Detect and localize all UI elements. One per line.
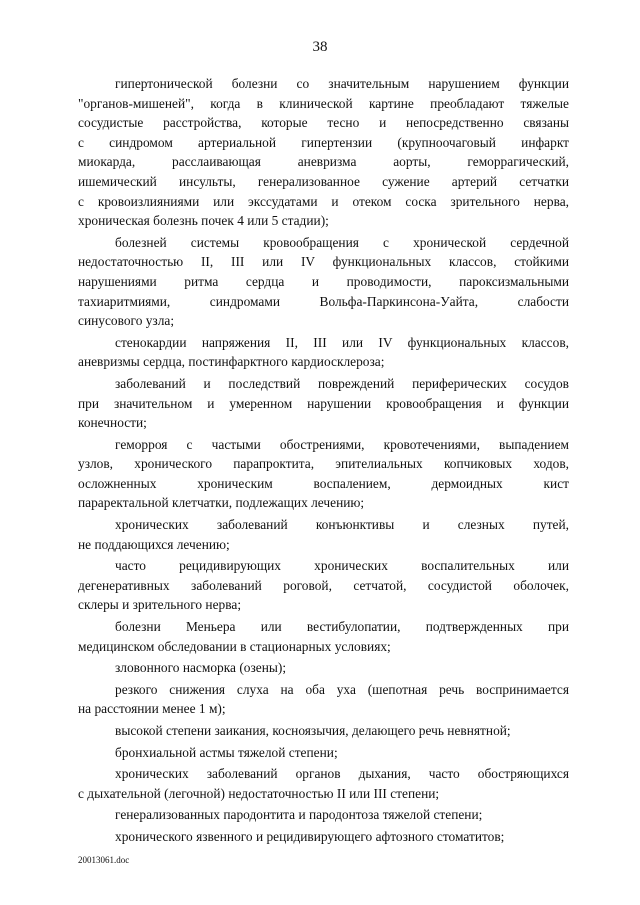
text-line: высокой степени заикания, косноязычия, делающего речь невнятной; xyxy=(115,723,511,738)
text-line: болезней системы кровообращения с хронической сердечной xyxy=(115,234,569,250)
text-line: геморроя с частыми обострениями, кровотечениями, выпадением xyxy=(115,436,569,452)
paragraph xyxy=(78,805,569,825)
paragraph xyxy=(78,374,569,433)
text-line: хроническая болезнь почек 4 или 5 стадии); xyxy=(78,213,329,229)
text-line: с дыхательной (легочной) недостаточностью II или III степени; xyxy=(78,785,440,801)
text-line: при значительном и умеренном нарушении кровообращения и функции xyxy=(78,395,569,411)
text-line: дегенеративных заболеваний роговой, сетчатой, сосудистой оболочек, xyxy=(78,577,569,593)
text-line: нарушениями ритма сердца и проводимости, пароксизмальными xyxy=(78,273,569,289)
text-line: генерализованных пародонтита и пародонтоза тяжелой степени; xyxy=(115,807,483,823)
text-line: параректальной клетчатки, подлежащих лечению; xyxy=(78,495,365,511)
text-line: хронических заболеваний конъюнктивы и слезных путей, xyxy=(115,517,569,533)
text-line: с синдромом артериальной гипертензии (крупноочаговый инфаркт xyxy=(78,134,569,150)
text-line: не поддающихся лечению; xyxy=(78,536,230,552)
paragraph xyxy=(78,827,569,847)
footer-filename: 20013061.doc xyxy=(78,855,130,865)
paragraph xyxy=(78,680,569,719)
text-line: часто рецидивирующих хронических воспалительных или xyxy=(115,558,569,574)
text-line: конечности; xyxy=(78,415,147,431)
text-line: стенокардии напряжения II, III или IV функциональных классов, xyxy=(115,334,569,350)
text-line: осложненных хроническим воспалением, дермоидных кист xyxy=(78,475,569,491)
paragraph xyxy=(78,435,569,513)
paragraph xyxy=(78,333,569,372)
page-number: 38 xyxy=(312,39,328,55)
text-line: бронхиальной астмы тяжелой степени; xyxy=(115,744,338,760)
paragraph xyxy=(78,515,569,554)
text-line: миокарда, расслаивающая аневризма аорты, геморрагический, xyxy=(78,154,569,170)
text-line: недостаточностью II, III или IV функциональных классов, стойкими xyxy=(78,254,569,270)
paragraph xyxy=(78,556,569,615)
text-line: гипертонической болезни со значительным нарушением функции xyxy=(115,76,569,91)
paragraph xyxy=(78,74,569,231)
text-line: зловонного насморка (озены); xyxy=(115,660,287,676)
text-line: на расстоянии менее 1 м); xyxy=(78,701,226,717)
text-line: аневризмы сердца, постинфарктного кардиосклероза; xyxy=(78,354,385,370)
text-line: склеры и зрительного нерва; xyxy=(78,597,242,613)
document-body xyxy=(78,74,569,849)
paragraph xyxy=(78,617,569,656)
paragraph xyxy=(78,743,569,763)
text-line: хронических заболеваний органов дыхания, часто обостряющихся xyxy=(115,766,569,782)
text-line: с кровоизлияниями или экссудатами и отеком соска зрительного нерва, xyxy=(78,193,569,209)
paragraph xyxy=(78,658,569,678)
text-line: "органов-мишеней", когда в клинической картине преобладают тяжелые xyxy=(78,95,569,111)
text-line: болезни Меньера или вестибулопатии, подтвержденных при xyxy=(115,619,569,635)
text-line: узлов, хронического парапроктита, эпителиальных копчиковых ходов, xyxy=(78,456,569,472)
text-line: сосудистые расстройства, которые тесно и непосредственно связаны xyxy=(78,115,569,131)
text-line: резкого снижения слуха на оба уха (шепотная речь воспринимается xyxy=(115,681,569,697)
paragraph xyxy=(78,721,569,741)
paragraph xyxy=(78,233,569,331)
text-line: медицинском обследовании в стационарных условиях; xyxy=(78,638,391,654)
paragraph xyxy=(78,764,569,803)
text-line: синусового узла; xyxy=(78,313,175,329)
text-line: тахиаритмиями, синдромами Вольфа-Паркинсона-Уайта, слабости xyxy=(78,293,569,309)
text-line: ишемический инсульты, генерализованное сужение артерий сетчатки xyxy=(78,173,569,189)
text-line: хронического язвенного и рецидивирующего афтозного стоматитов; xyxy=(115,828,505,844)
text-line: заболеваний и последствий повреждений периферических сосудов xyxy=(115,375,569,391)
